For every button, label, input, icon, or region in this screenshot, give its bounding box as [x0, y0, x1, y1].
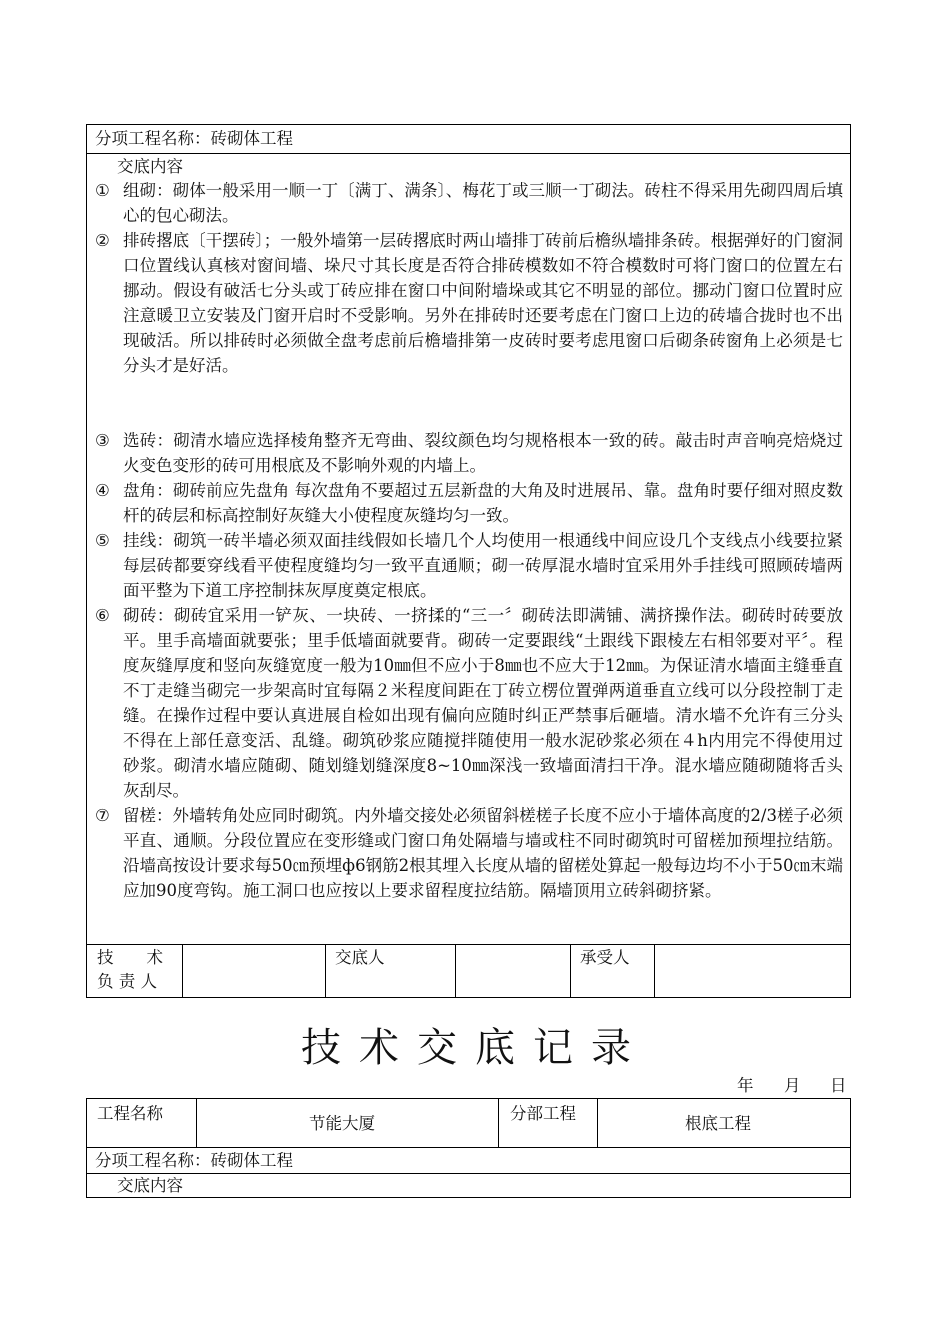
item-number: ⑤ — [95, 531, 110, 550]
item-text: 留槎：外墙转角处应同时砌筑。内外墙交接处必须留斜槎槎子长度不应小于墙体高度的2/3槎子必须平直、通顺。分段位置应在变形缝或门窗口角处隔墙与墙或柱不同时砌筑时可留槎加预埋拉结筋。沿墙高按设计要求每50㎝预埋ф6钢筋2根其埋入长度从墙的留槎处算起一般每边均不小于50㎝末端应加90度弯钩。施工洞口也应按以上要求留程度拉结筋。隔墙顶用立砖斜砌挤紧。 — [123, 806, 843, 900]
tech-lead-label-line2: 负 责 人 — [97, 972, 157, 991]
discloser-label: 交底人 — [335, 948, 385, 967]
division-label: 分部工程 — [510, 1104, 576, 1123]
column-divider — [498, 1099, 499, 1147]
item-number: ② — [95, 231, 110, 250]
item-2 — [95, 228, 843, 378]
content-label: 交底内容 — [117, 157, 183, 176]
item-text: 盘角：砌砖前应先盘角 每次盘角不要超过五层新盘的大角及时进展吊、靠。盘角时要仔细对照皮数杆的砖层和标高控制好灰缝大小使程度灰缝均匀一致。 — [123, 481, 843, 525]
sub-item-row — [87, 125, 850, 154]
column-divider — [570, 945, 571, 997]
item-text: 排砖撂底〔干摆砖〕；一般外墙第一层砖撂底时两山墙排丁砖前后檐纵墙排条砖。根据弹好的门窗洞口位置线认真核对窗间墙、垛尺寸其长度是否符合排砖模数如不符合模数时可将门窗口的位置左右挪动。假设有破活七分头或丁砖应排在窗口中间附墙垛或其它不明显的部位。挪动门窗口位置时应注意暖卫立安装及门窗开启时不受影响。另外在排砖时还要考虑在门窗口上边的砖墙合拢时也不出现破活。所以排砖时必须做全盘考虑前后檐墙排第一皮砖时要考虑甩窗口后砌条砖窗角上必须是七分头才是好活。 — [123, 231, 843, 375]
item-text: 选砖：砌清水墙应选择棱角整齐无弯曲、裂纹颜色均匀规格根本一致的砖。敲击时声音响亮焙烧过火变色变形的砖可用根底及不影响外观的内墙上。 — [123, 431, 843, 475]
sub-item-label: 分项工程名称：砖砌体工程 — [95, 1151, 293, 1170]
division-value: 根底工程 — [685, 1114, 751, 1133]
column-divider — [597, 1099, 598, 1147]
sub-item-label: 分项工程名称：砖砌体工程 — [95, 129, 293, 148]
item-number: ③ — [95, 431, 110, 450]
column-divider — [455, 945, 456, 997]
column-divider — [196, 1099, 197, 1147]
column-divider — [325, 945, 326, 997]
item-5 — [95, 528, 843, 603]
record-title: 技术交底记录 — [301, 1025, 649, 1071]
project-name-value: 节能大厦 — [309, 1114, 375, 1133]
date-month: 月 — [784, 1076, 801, 1095]
column-divider — [654, 945, 655, 997]
content-label: 交底内容 — [117, 1176, 183, 1195]
project-name-label: 工程名称 — [97, 1104, 163, 1123]
column-divider — [182, 945, 183, 997]
receiver-label: 承受人 — [580, 948, 630, 967]
item-3 — [95, 428, 843, 478]
item-text: 挂线：砌筑一砖半墙必须双面挂线假如长墙几个人均使用一根通线中间应设几个支线点小线要拉紧每层砖都要穿线看平使程度缝均匀一致平直通顺；砌一砖厚混水墙时宜采用外手挂线可照顾砖墙两面平整为下道工序控制抹灰厚度奠定根底。 — [123, 531, 843, 600]
record-header-table — [86, 1098, 851, 1198]
date-day: 日 — [830, 1076, 847, 1095]
item-6 — [95, 603, 843, 803]
item-text: 砌砖：砌砖宜采用一铲灰、一块砖、一挤揉的“三一〞砌砖法即满铺、满挤操作法。砌砖时砖要放平。里手高墙面就要张；里手低墙面就要背。砌砖一定要跟线“土跟线下跟棱左右相邻要对平〞。程度灰缝厚度和竖向灰缝宽度一般为10㎜但不应小于8㎜也不应大于12㎜。为保证清水墙面主缝垂直不丁走缝当砌完一步架高时宜每隔２米程度间距在丁砖立楞位置弹两道垂直立线可以分段控制丁走缝。在操作过程中要认真进展自检如出现有偏向应随时纠正严禁事后砸墙。清水墙不允许有三分头不得在上部任意变活、乱缝。砌筑砂浆应随搅拌随使用一般水泥砂浆必须在４h内用完不得使用过砂浆。砌清水墙应随砌、随划缝划缝深度8~10㎜深浅一致墙面清扫干净。混水墙应随砌随将舌头灰刮尽。 — [123, 606, 843, 800]
item-number: ④ — [95, 481, 110, 500]
item-number: ⑥ — [95, 606, 110, 625]
item-number: ① — [95, 181, 110, 200]
date-year: 年 — [737, 1076, 754, 1095]
item-7 — [95, 803, 843, 903]
signature-row — [87, 945, 850, 997]
item-4 — [95, 478, 843, 528]
content-cell — [87, 153, 850, 945]
row-divider — [87, 1173, 850, 1174]
item-number: ⑦ — [95, 806, 110, 825]
tech-lead-label-line1: 技 术 — [97, 948, 163, 967]
item-1 — [95, 178, 843, 228]
disclosure-table — [86, 124, 851, 998]
item-text: 组砌：砌体一般采用一顺一丁〔满丁、满条〕、梅花丁或三顺一丁砌法。砖柱不得采用先砌四周后填心的包心砌法。 — [123, 181, 843, 225]
